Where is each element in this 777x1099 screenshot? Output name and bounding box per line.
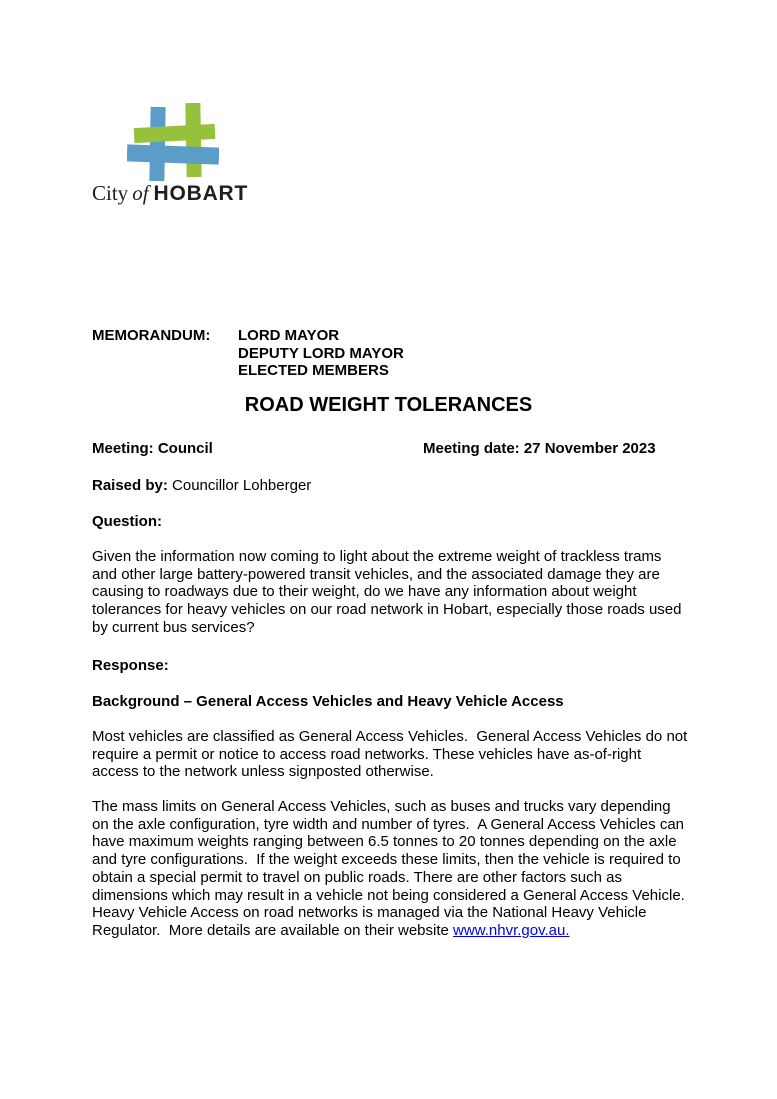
logo-strip-left-vertical [149,107,165,181]
response-heading: Response: [92,657,169,674]
raised-by-row [92,477,311,495]
logo-of-text: of [132,181,149,205]
memorandum-header [92,327,404,380]
meeting-name: Meeting: Council [92,440,213,457]
nhvr-website-link[interactable]: www.nhvr.gov.au. [453,921,570,939]
question-paragraph: Given the information now coming to light about the extreme weight of trackless trams and other large battery-powered transit vehicles, and the associated damage they are causing to roadways due to their weight, do we have any information about weight tolerances for heavy vehicles on our road network in Hobart, especially those roads used by current bus services? [92,548,686,636]
background-heading: Background – General Access Vehicles and Heavy Vehicle Access [92,693,564,710]
response-paragraph-2-text: The mass limits on General Access Vehicles, such as buses and trucks vary depending on the axle configuration, tyre width and number of tyres. A General Access Vehicles can have maximum weights ranging between 6.5 tonnes to 20 tonnes depending on the axle and tyre configurations. If the weight exceeds these limits, then the vehicle is required to obtain a special permit to travel on public roads. There are other factors such as dimensions which may result in a vehicle not being considered a General Access Vehicle. Heavy Vehicle Access on road networks is managed via the National Heavy Vehicle Regulator. More details are available on their website [92,798,694,939]
raised-by-value: Councillor Lohberger [167,477,312,494]
city-of-hobart-logo-icon [127,101,219,183]
logo-hobart-text: HOBART [153,182,249,205]
logo-strip-bottom-horizontal [127,144,219,164]
recipient-elected-members: ELECTED MEMBERS [238,362,389,380]
meeting-date: Meeting date: 27 November 2023 [423,440,656,457]
recipient-deputy-lord-mayor: DEPUTY LORD MAYOR [238,344,404,362]
response-paragraph-1: Most vehicles are classified as General Access Vehicles. General Access Vehicles do not require a permit or notice to access road networks. These vehicles have as-of-right access to the network unless signposted otherwise. [92,728,692,781]
logo-wordmark [92,181,249,205]
response-paragraph-2 [92,798,694,940]
logo-city-text: City [92,181,129,205]
logo-strip-top-horizontal [134,124,216,143]
recipient-lord-mayor: LORD MAYOR [238,327,340,344]
document-title: ROAD WEIGHT TOLERANCES [244,394,533,416]
memorandum-recipients [238,327,404,380]
memorandum-label: MEMORANDUM: [92,327,211,344]
raised-by-label: Raised by: [92,477,168,494]
question-heading: Question: [92,513,162,530]
